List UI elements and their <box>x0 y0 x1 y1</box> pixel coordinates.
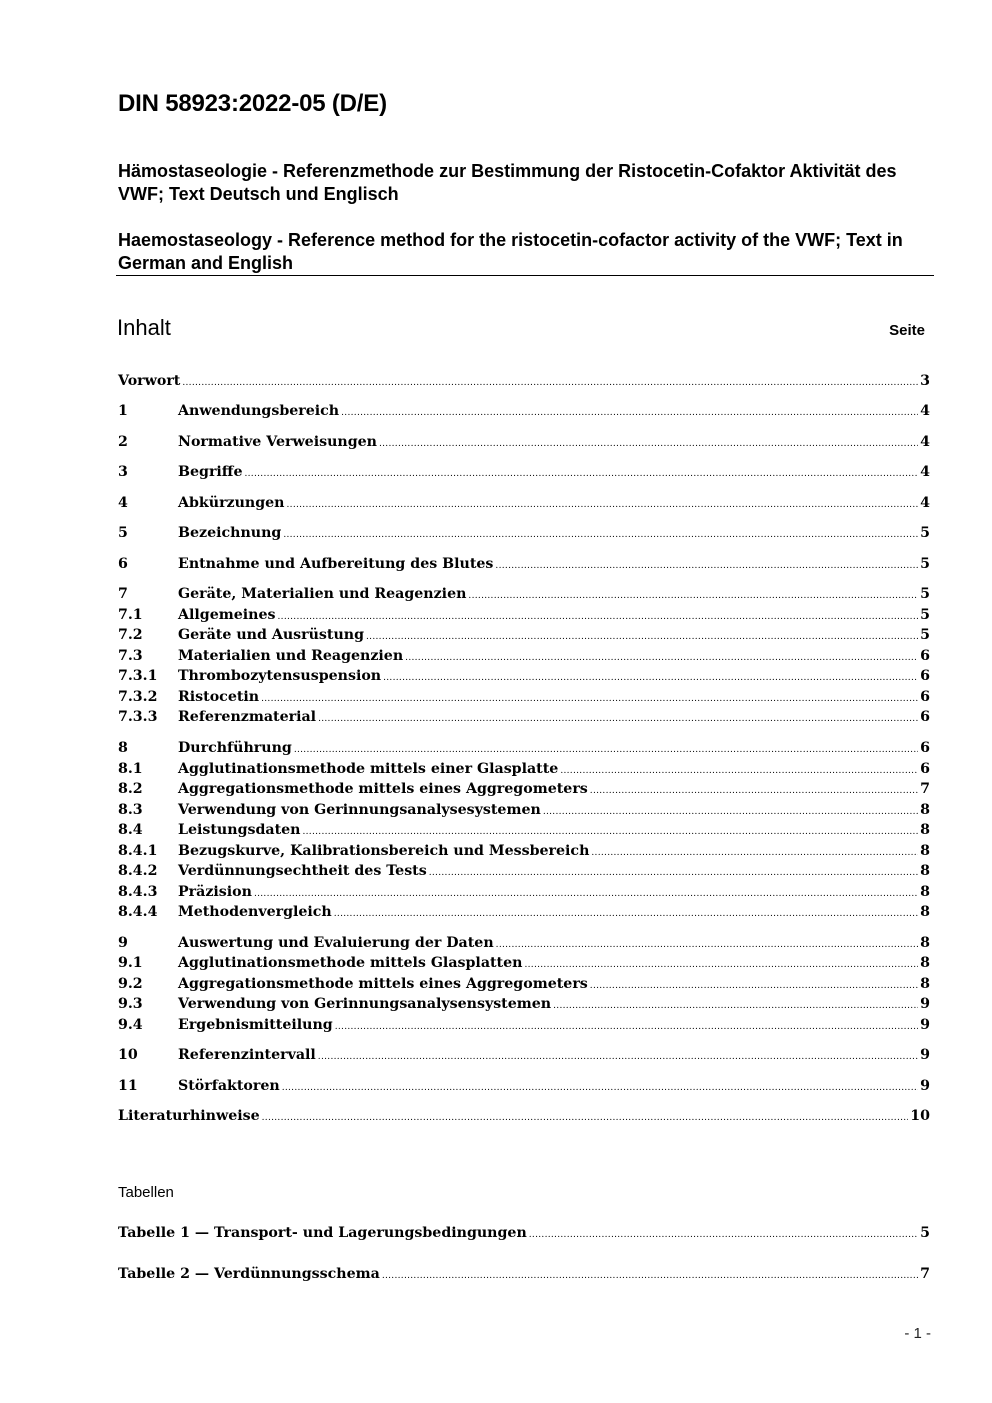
toc-entry-page: 10 <box>910 1108 930 1124</box>
toc-entry-number: 7 <box>118 586 128 602</box>
toc-entry[interactable] <box>118 687 930 707</box>
toc-entry-number: 3 <box>118 464 128 480</box>
table-entry-page: 7 <box>920 1266 930 1282</box>
toc-entry-number: 6 <box>118 556 128 572</box>
toc-entry-page: 3 <box>920 373 930 389</box>
toc-entry-page: 9 <box>920 1047 930 1063</box>
toc-entry-page: 6 <box>920 740 930 756</box>
toc-entry[interactable] <box>118 738 930 758</box>
toc-entry-number: 10 <box>118 1047 138 1063</box>
toc-entry-page: 8 <box>920 904 930 920</box>
tables-heading: Tabellen <box>118 1184 174 1201</box>
toc-entry-number: 8.3 <box>118 802 143 818</box>
table-entry[interactable] <box>118 1223 930 1243</box>
toc-entry-page: 9 <box>920 1078 930 1094</box>
toc-entry-title: Verwendung von Gerinnungsanalysesystemen <box>178 802 541 818</box>
toc-entry-page: 8 <box>920 976 930 992</box>
toc-entry-page: 6 <box>920 689 930 705</box>
table-entry-title: Tabelle 1 — Transport- und Lagerungsbedingungen <box>118 1225 527 1241</box>
toc-entry-number: 7.3 <box>118 648 143 664</box>
toc-entry[interactable] <box>118 401 930 421</box>
toc-entry[interactable] <box>118 882 930 902</box>
toc-entry-title: Bezugskurve, Kalibrationsbereich und Messbereich <box>178 843 590 859</box>
toc-entry-title: Allgemeines <box>178 607 276 623</box>
toc-entry-page: 6 <box>920 709 930 725</box>
toc-entry-number: 11 <box>118 1078 138 1094</box>
toc-leader <box>590 781 918 801</box>
table-entry[interactable] <box>118 1264 930 1284</box>
toc-entry[interactable] <box>118 1045 930 1065</box>
toc-entry-title: Störfaktoren <box>178 1078 280 1094</box>
toc-leader <box>383 668 918 688</box>
toc-entry-page: 5 <box>920 556 930 572</box>
toc-entry-title: Begriffe <box>178 464 243 480</box>
toc-leader <box>543 802 918 822</box>
toc-entry-page: 6 <box>920 668 930 684</box>
toc-entry-page: 8 <box>920 935 930 951</box>
toc-entry[interactable] <box>118 953 930 973</box>
toc-leader <box>366 627 918 647</box>
toc-entry-title: Geräte, Materialien und Reagenzien <box>178 586 467 602</box>
toc-leader <box>262 1108 909 1128</box>
toc-entry-page: 8 <box>920 955 930 971</box>
toc-entry[interactable] <box>118 493 930 513</box>
toc-entry[interactable] <box>118 432 930 452</box>
title-german: Hämostaseologie - Referenzmethode zur Bestimmung der Ristocetin-Cofaktor Aktivität des VWF; Text Deutsch und Englisch <box>118 161 897 204</box>
toc-entry-title: Vorwort <box>118 373 181 389</box>
toc-page-column-heading: Seite <box>889 322 925 339</box>
page-number: - 1 - <box>904 1325 931 1342</box>
table-entry-page: 5 <box>920 1225 930 1241</box>
toc-entry[interactable] <box>118 902 930 922</box>
toc-entry-page: 5 <box>920 525 930 541</box>
toc-leader <box>287 495 919 515</box>
toc-entry-number: 8 <box>118 740 128 756</box>
toc-entry-page: 4 <box>920 403 930 419</box>
toc-entry-page: 5 <box>920 607 930 623</box>
toc-entry-page: 8 <box>920 822 930 838</box>
toc-entry-page: 9 <box>920 996 930 1012</box>
toc-entry[interactable] <box>118 1015 930 1035</box>
toc-entry-title: Durchführung <box>178 740 292 756</box>
toc-entry-number: 8.1 <box>118 761 143 777</box>
toc-entry-number: 7.2 <box>118 627 143 643</box>
toc-leader <box>341 403 918 423</box>
toc-leader <box>244 464 918 484</box>
toc-entry[interactable] <box>118 584 930 604</box>
toc-entry-title: Referenzmaterial <box>178 709 317 725</box>
toc-entry-title: Agglutinationsmethode mittels Glasplatten <box>178 955 523 971</box>
toc-leader <box>318 1047 918 1067</box>
toc-entry-page: 6 <box>920 761 930 777</box>
toc-entry[interactable] <box>118 371 930 391</box>
toc-leader <box>591 843 918 863</box>
toc-entry-page: 7 <box>920 781 930 797</box>
toc-entry-title: Materialien und Reagenzien <box>178 648 404 664</box>
toc-leader <box>468 586 918 606</box>
toc-entry-number: 8.4 <box>118 822 143 838</box>
toc-entry[interactable] <box>118 554 930 574</box>
document-id: DIN 58923:2022-05 (D/E) <box>118 90 387 117</box>
toc-entry-title: Literaturhinweise <box>118 1108 260 1124</box>
toc-entry-title: Auswertung und Evaluierung der Daten <box>178 935 494 951</box>
toc-entry[interactable] <box>118 625 930 645</box>
toc-leader <box>379 434 918 454</box>
toc-entry-number: 9.2 <box>118 976 143 992</box>
toc-entry[interactable] <box>118 779 930 799</box>
toc-entry-number: 9.3 <box>118 996 143 1012</box>
toc-entry-page: 8 <box>920 802 930 818</box>
toc-entry-number: 9 <box>118 935 128 951</box>
toc-entry-title: Ristocetin <box>178 689 260 705</box>
toc-leader <box>283 525 918 545</box>
toc-leader <box>529 1225 918 1245</box>
toc-entry[interactable] <box>118 646 930 666</box>
toc-entry-number: 9.4 <box>118 1017 143 1033</box>
toc-entry-page: 8 <box>920 863 930 879</box>
toc-entry-title: Abkürzungen <box>178 495 285 511</box>
toc-entry[interactable] <box>118 820 930 840</box>
toc-entry-title: Referenzintervall <box>178 1047 316 1063</box>
toc-entry-title: Thrombozytensuspension <box>178 668 382 684</box>
toc-entry-page: 5 <box>920 627 930 643</box>
toc-leader <box>590 976 918 996</box>
toc-entry-page: 6 <box>920 648 930 664</box>
toc-entry-number: 7.1 <box>118 607 143 623</box>
toc-heading: Inhalt <box>117 315 171 340</box>
toc-entry-page: 4 <box>920 464 930 480</box>
toc-entry-number: 7.3.2 <box>118 689 158 705</box>
table-entry-title: Tabelle 2 — Verdünnungsschema <box>118 1266 380 1282</box>
toc-entry[interactable] <box>118 759 930 779</box>
toc-leader <box>294 740 918 760</box>
toc-entry-title: Verdünnungsechtheit des Tests <box>178 863 427 879</box>
toc-entry[interactable] <box>118 974 930 994</box>
toc-entry[interactable] <box>118 994 930 1014</box>
toc-leader <box>524 955 918 975</box>
toc-leader <box>335 1017 918 1037</box>
toc-leader <box>560 761 918 781</box>
toc-leader <box>318 709 918 729</box>
toc-entry-title: Bezeichnung <box>178 525 282 541</box>
toc-entry[interactable] <box>118 462 930 482</box>
toc-entry[interactable] <box>118 1106 930 1126</box>
toc-entry-title: Präzision <box>178 884 252 900</box>
toc-leader <box>553 996 918 1016</box>
toc-entry-title: Entnahme und Aufbereitung des Blutes <box>178 556 494 572</box>
toc-leader <box>334 904 918 924</box>
toc-entry-title: Normative Verweisungen <box>178 434 377 450</box>
toc-leader <box>261 689 918 709</box>
toc-entry-page: 8 <box>920 884 930 900</box>
toc-entry-number: 8.4.1 <box>118 843 158 859</box>
toc-leader <box>496 935 918 955</box>
toc-entry-page: 9 <box>920 1017 930 1033</box>
toc-entry-title: Geräte und Ausrüstung <box>178 627 365 643</box>
toc-leader <box>278 607 919 627</box>
toc-entry[interactable] <box>118 861 930 881</box>
toc-entry-number: 4 <box>118 495 128 511</box>
toc-leader <box>182 373 918 393</box>
toc-entry-number: 9.1 <box>118 955 143 971</box>
toc-entry-page: 8 <box>920 843 930 859</box>
toc-entry-number: 8.4.3 <box>118 884 158 900</box>
toc-leader <box>405 648 918 668</box>
toc-entry-number: 1 <box>118 403 128 419</box>
toc-entry-title: Verwendung von Gerinnungsanalysensystemen <box>178 996 552 1012</box>
title-english: Haemostaseology - Reference method for the ristocetin-cofactor activity of the VWF; Text in German and English <box>118 230 903 273</box>
toc-leader <box>495 556 918 576</box>
toc-entry[interactable] <box>118 666 930 686</box>
toc-leader <box>302 822 918 842</box>
title-divider <box>116 275 934 276</box>
toc-entry[interactable] <box>118 800 930 820</box>
toc-entry[interactable] <box>118 523 930 543</box>
toc-leader <box>254 884 918 904</box>
toc-entry[interactable] <box>118 841 930 861</box>
toc-entry-number: 2 <box>118 434 128 450</box>
toc-entry-number: 8.4.4 <box>118 904 158 920</box>
toc-entry[interactable] <box>118 1076 930 1096</box>
toc-entry-number: 8.4.2 <box>118 863 158 879</box>
toc-entry-title: Aggregationsmethode mittels eines Aggregometers <box>178 781 588 797</box>
toc-entry[interactable] <box>118 933 930 953</box>
toc-entry-number: 8.2 <box>118 781 143 797</box>
toc-entry-title: Agglutinationsmethode mittels einer Glasplatte <box>178 761 559 777</box>
toc-entry[interactable] <box>118 605 930 625</box>
toc-entry-number: 7.3.3 <box>118 709 158 725</box>
toc-entry-page: 4 <box>920 495 930 511</box>
toc-entry-title: Ergebnismitteilung <box>178 1017 333 1033</box>
toc-leader <box>382 1266 918 1286</box>
toc-entry-title: Aggregationsmethode mittels eines Aggregometers <box>178 976 588 992</box>
toc-entry-number: 7.3.1 <box>118 668 158 684</box>
toc-leader <box>429 863 918 883</box>
toc-entry-title: Methodenvergleich <box>178 904 332 920</box>
toc-entry[interactable] <box>118 707 930 727</box>
toc-entry-title: Anwendungsbereich <box>178 403 340 419</box>
toc-entry-title: Leistungsdaten <box>178 822 301 838</box>
toc-entry-page: 4 <box>920 434 930 450</box>
toc-leader <box>282 1078 918 1098</box>
toc-entry-number: 5 <box>118 525 128 541</box>
toc-entry-page: 5 <box>920 586 930 602</box>
